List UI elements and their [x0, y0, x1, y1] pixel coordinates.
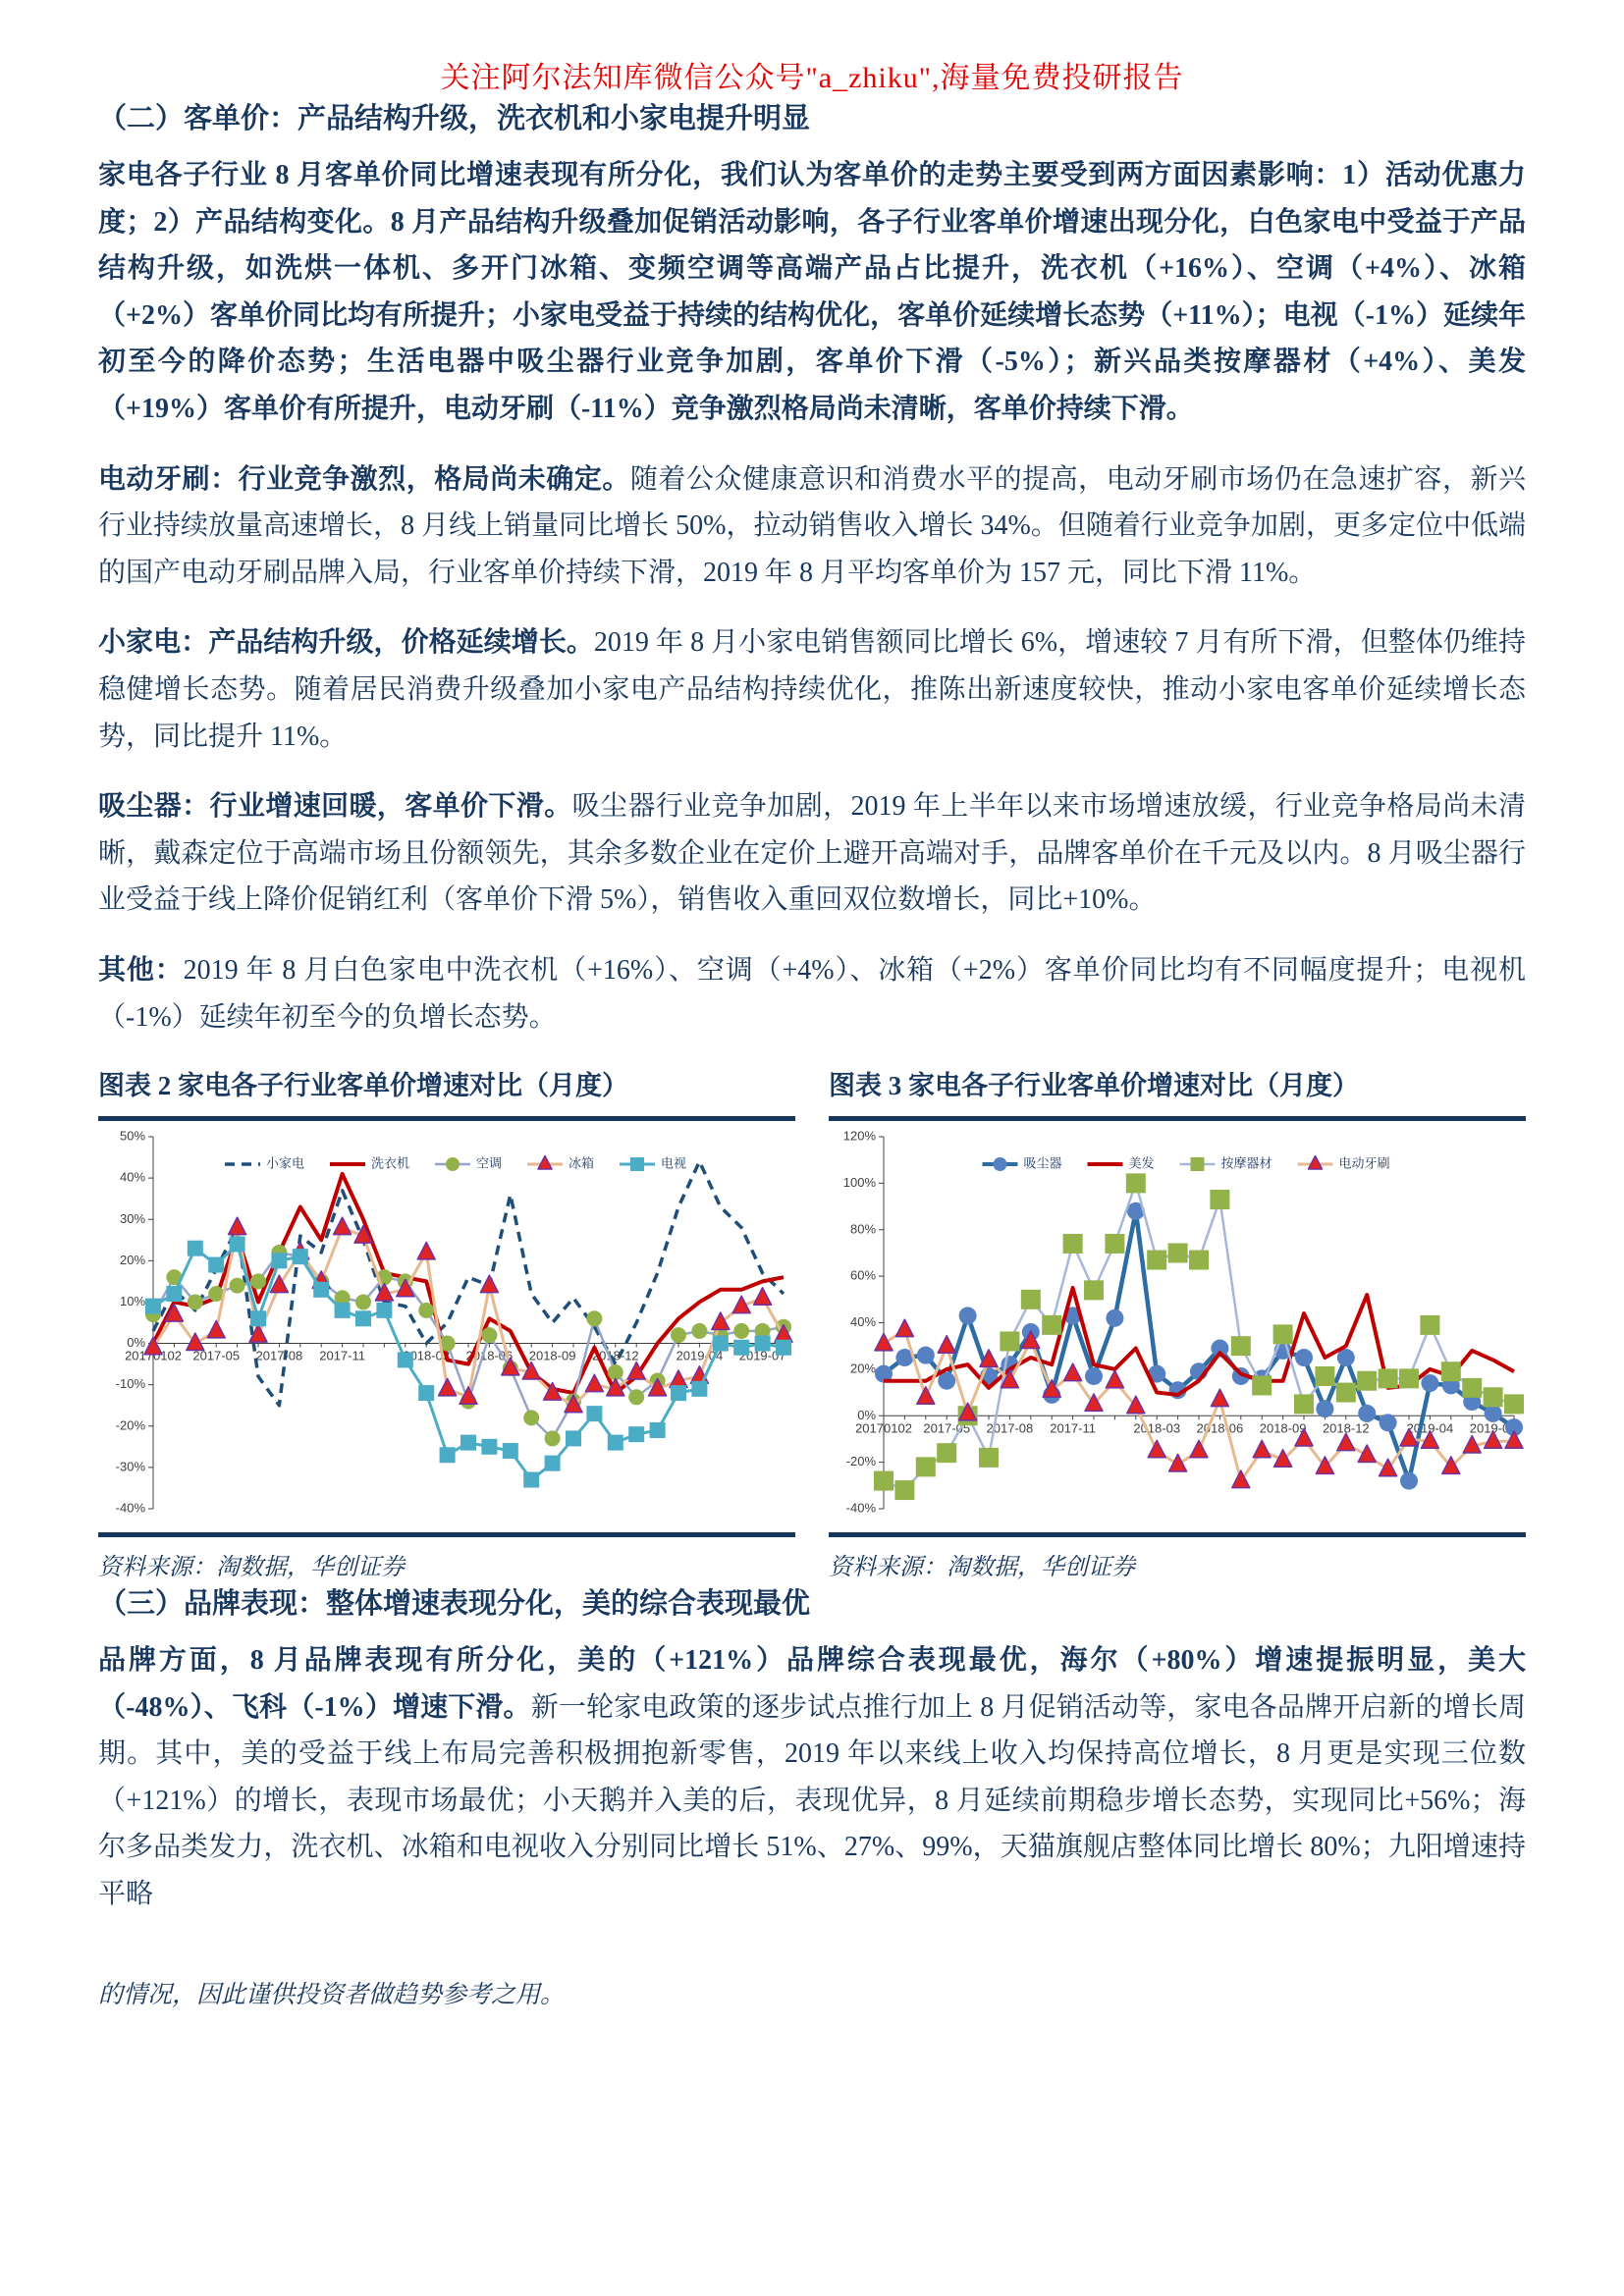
- figure-3-top-rule: [829, 1116, 1526, 1121]
- section-heading-3: （三）品牌表现：整体增速表现分化，美的综合表现最优: [98, 1588, 811, 1621]
- figure-2-source: 资料来源：淘数据，华创证券: [98, 1555, 405, 1581]
- paragraph-others-rest: 2019 年 8 月白色家电中洗衣机（+16%）、空调（+4%）、冰箱（+2%）客单价同比均有不同幅度提升；电视机（-1%）延续年初至今的负增长态势。: [98, 954, 1526, 1033]
- paragraph-small-appliance: [98, 619, 1526, 760]
- paragraph-toothbrush-bold: 电动牙刷：行业竞争激烈，格局尚未确定。: [98, 463, 630, 495]
- section-heading-2: （二）客单价：产品结构升级，洗衣机和小家电提升明显: [98, 103, 811, 134]
- figure-3-title: 图表 3 家电各子行业客单价增速对比（月度）: [829, 1071, 1359, 1101]
- paragraph-overview: [98, 152, 1526, 433]
- chart-3-line-chart: [829, 1129, 1526, 1526]
- paragraph-brand-bold: 品牌方面，8 月品牌表现有所分化，美的（+121%）品牌综合表现最优，海尔（+80%）增速提振明显，美大（-48%）、飞科（-1%）增速下滑。: [98, 1645, 1526, 1723]
- paragraph-overview-bold: 家电各子行业 8 月客单价同比增速表现有所分化，我们认为客单价的走势主要受到两方面因素影响：1）活动优惠力度；2）产品结构变化。8 月产品结构升级叠加促销活动影响，各子行业客单价增速出现分化，白色家电中受益于产品结构升级，如洗烘一体机、多开门冰箱、变频空调等高端产品占比提升，洗衣机（+16%）、空调（+4%）、冰箱（+2%）客单价同比均有所提升；小家电受益于持续的结构优化，客单价延续增长态势（+11%）；电视（-1%）延续年初至今的降价态势；生活电器中吸尘器行业竞争加剧，客单价下滑（-5%）；新兴品类按摩器材（+4%）、美发（+19%）客单价有所提升，电动牙刷（-11%）竞争激烈格局尚未清晰，客单价持续下滑。: [98, 160, 1526, 424]
- paragraph-vacuum: [98, 783, 1526, 924]
- paragraph-small-appliance-bold: 小家电：产品结构升级，价格延续增长。: [98, 627, 594, 659]
- figure-3-bottom-rule: [829, 1532, 1526, 1537]
- figure-2-title: 图表 2 家电各子行业客单价增速对比（月度）: [98, 1071, 628, 1101]
- paragraph-vacuum-bold: 吸尘器：行业增速回暖，客单价下滑。: [98, 791, 572, 823]
- figure-row: [98, 1064, 1526, 1581]
- figure-3: [829, 1064, 1526, 1581]
- page-content: [0, 96, 1624, 2010]
- paragraph-vacuum-rest: 吸尘器行业竞争加剧，2019 年上半年以来市场增速放缓，行业竞争格局尚未清晰，戴森定位于高端市场且份额领先，其余多数企业在定价上避开高端对手，品牌客单价在千元及以内。8 月吸尘器行业受益于线上降价促销红利（客单价下滑 5%），销售收入重回双位数增长，同比+10%。: [98, 791, 1526, 916]
- figure-2-top-rule: [98, 1116, 795, 1121]
- paragraph-disclaimer-fragment: 的情况，因此谨供投资者做趋势参考之用。: [98, 1981, 566, 2008]
- paragraph-brand-rest: 新一轮家电政策的逐步试点推行加上 8 月促销活动等，家电各品牌开启新的增长周期。其中，美的受益于线上布局完善积极拥抱新零售，2019 年以来线上收入均保持高位增长，8 月更是实现三位数（+121%）的增长，表现市场最优；小天鹅并入美的后，表现优异，8 月延续前期稳步增长态势，实现同比+56%；海尔多品类发力，洗衣机、冰箱和电视收入分别同比增长 51%、27%、99%，天猫旗舰店整体同比增长 80%；九阳增速持平略: [98, 1691, 1526, 1910]
- paragraph-others: [98, 947, 1526, 1041]
- figure-2: [98, 1064, 795, 1581]
- figure-3-source: 资料来源：淘数据，华创证券: [829, 1555, 1135, 1581]
- page-header-banner: 关注阿尔法知库微信公众号"a_zhiku",海量免费投研报告: [440, 62, 1184, 94]
- chart-2-line-chart: [98, 1129, 795, 1526]
- paragraph-others-bold: 其他：: [98, 954, 184, 986]
- paragraph-toothbrush-rest: 随着公众健康意识和消费水平的提高，电动牙刷市场仍在急速扩容，新兴行业持续放量高速增长，8 月线上销量同比增长 50%，拉动销售收入增长 34%。但随着行业竞争加剧，更多定位中低端的国产电动牙刷品牌入局，行业客单价持续下滑，2019 年 8 月平均客单价为 157 元，同比下滑 11%。: [98, 463, 1526, 588]
- figure-2-bottom-rule: [98, 1532, 795, 1537]
- paragraph-toothbrush: [98, 456, 1526, 597]
- paragraph-small-appliance-rest: 2019 年 8 月小家电销售额同比增长 6%，增速较 7 月有所下滑，但整体仍维持稳健增长态势。随着居民消费升级叠加小家电产品结构持续优化，推陈出新速度较快，推动小家电客单价延续增长态势，同比提升 11%。: [98, 627, 1526, 752]
- paragraph-brand: [98, 1637, 1526, 1918]
